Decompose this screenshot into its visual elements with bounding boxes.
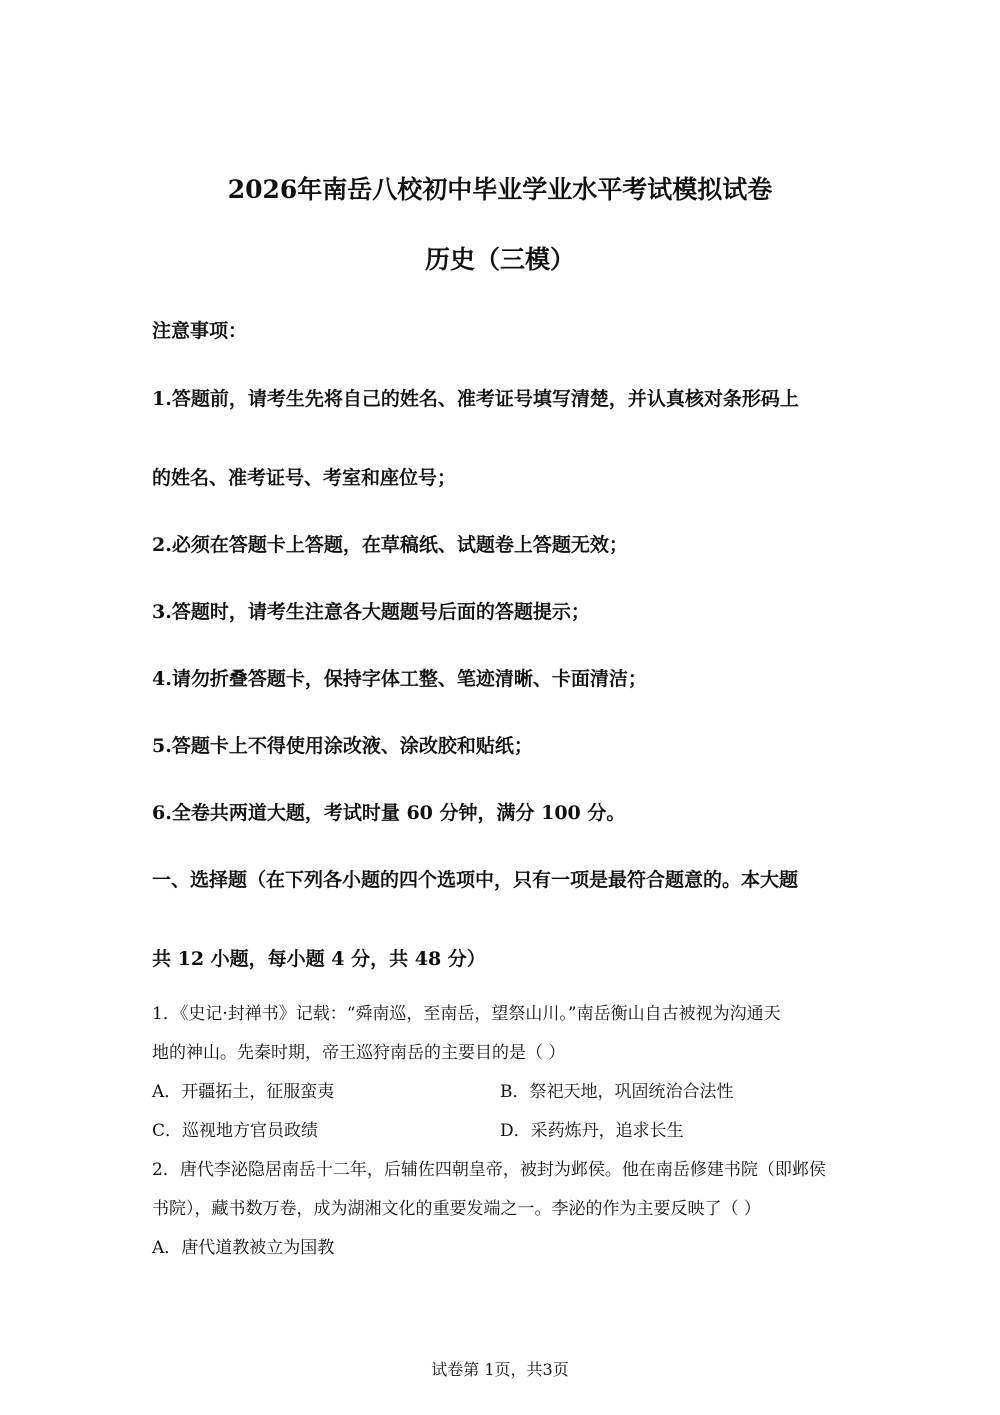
notice-line: 5.答题卡上不得使用涂改液、涂改胶和贴纸； — [152, 735, 533, 757]
notice-line: 4.请勿折叠答题卡，保持字体工整、笔迹清晰、卡面清洁； — [152, 668, 647, 690]
section-heading: 一、选择题（在下列各小题的四个选项中，只有一项是最符合题意的。本大题 — [152, 869, 799, 891]
notice-heading: 注意事项： — [152, 320, 248, 342]
notice-line: 1.答题前，请考生先将自己的姓名、准考证号填写清楚，并认真核对条形码上 — [152, 388, 799, 410]
question-1-option-a: A．开疆拓土，征服蛮夷 — [152, 1082, 335, 1102]
question-1-text: 1．《史记·封禅书》记载：“舜南巡，至南岳，望祭山川。”南岳衡山自古被视为沟通天 — [152, 1004, 781, 1024]
question-1-option-c: C．巡视地方官员政绩 — [152, 1121, 319, 1141]
page-title: 2026年南岳八校初中毕业学业水平考试模拟试卷 — [227, 175, 773, 204]
question-1-option-b: B．祭祀天地，巩固统治合法性 — [500, 1082, 734, 1102]
question-2-option-a: A．唐代道教被立为国教 — [152, 1238, 335, 1258]
question-2-text: 2．唐代李泌隐居南岳十二年，后辅佐四朝皇帝，被封为邺侯。他在南岳修建书院（即邺侯 — [152, 1160, 826, 1180]
question-1-text: 地的神山。先秦时期，帝王巡狩南岳的主要目的是（ ） — [152, 1043, 566, 1063]
page-subtitle: 历史（三模） — [424, 245, 575, 274]
notice-line: 3.答题时，请考生注意各大题题号后面的答题提示； — [152, 601, 590, 623]
question-2-text: 书院），藏书数万卷，成为湖湘文化的重要发端之一。李泌的作为主要反映了（ ） — [152, 1199, 761, 1219]
notice-line: 的姓名、准考证号、考室和座位号； — [152, 467, 457, 489]
page-footer: 试卷第 1页，共3页 — [431, 1360, 569, 1379]
notice-line: 2.必须在答题卡上答题，在草稿纸、试题卷上答题无效； — [152, 534, 628, 556]
section-heading: 共 12 小题，每小题 4 分，共 48 分） — [152, 948, 486, 970]
notice-line: 6.全卷共两道大题，考试时量 60 分钟，满分 100 分。 — [152, 802, 626, 824]
question-1-option-d: D．采药炼丹，追求长生 — [500, 1121, 684, 1141]
